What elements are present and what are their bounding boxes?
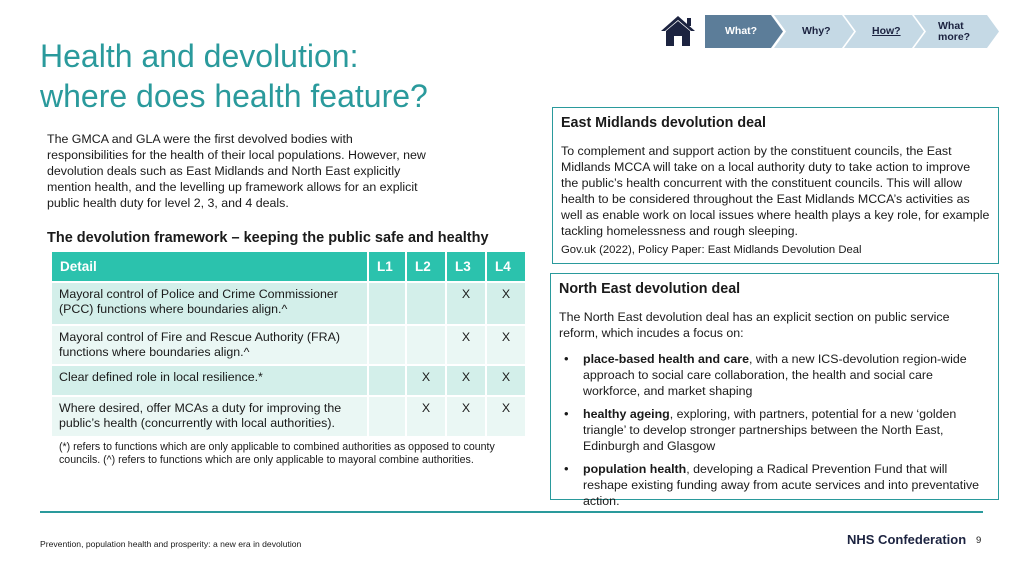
bullet-bold: place-based health and care: [583, 352, 749, 366]
north-east-body: The North East devolution deal has an explicit section on public service reform, which incudes a focus on:: [559, 310, 950, 340]
cell-l2: [406, 282, 446, 325]
nav-tab-how[interactable]: [844, 15, 924, 48]
list-item: [559, 406, 990, 454]
table-row: [52, 325, 526, 365]
page-title-line2: where does health feature?: [40, 78, 428, 114]
col-l2: L2: [406, 252, 446, 282]
cell-l4: X: [486, 282, 526, 325]
col-l1: L1: [368, 252, 406, 282]
bullet-text: , with a new ICS-devolution region-wide approach to social care collaboration, the health and social care workforce, and market shaping: [583, 352, 967, 398]
north-east-title: North East devolution deal: [559, 281, 741, 297]
table-footnote: (*) refers to functions which are only applicable to combined authorities as opposed to county councils. (^) refers to functions which are only applicable to mayoral combine authorities.: [59, 441, 495, 466]
col-l3: L3: [446, 252, 486, 282]
col-l4: L4: [486, 252, 526, 282]
cell-l1: [368, 365, 406, 396]
north-east-bullets: [559, 351, 990, 509]
bullet-text: , developing a Radical Prevention Fund that will reshape existing funding away from acute services and into preventative action.: [583, 462, 980, 508]
intro-paragraph: The GMCA and GLA were the first devolved bodies with responsibilities for the health of their local populations. However, new devolution deals such as East Midlands and North East explicitly mention health, and the levelling up framework allows for an explicit public health duty for level 2, 3, and 4 deals.: [47, 132, 426, 210]
bullet-bold: population health: [583, 462, 687, 476]
cell-detail: Clear defined role in local resilience.*: [52, 365, 368, 396]
cell-l2: X: [406, 365, 446, 396]
page-title-line1: Health and devolution:: [40, 38, 359, 74]
bullet-bold: healthy ageing: [583, 407, 670, 421]
cell-l4: X: [486, 396, 526, 436]
table-row: [52, 282, 526, 325]
east-midlands-title: East Midlands devolution deal: [561, 115, 766, 131]
page-number: 9: [976, 535, 982, 546]
cell-l2: [406, 325, 446, 365]
cell-l4: X: [486, 365, 526, 396]
home-icon: [660, 14, 696, 48]
bullet-text: , exploring, with partners, potential for a new ‘golden triangle’ to develop stronger partnerships between the North East, Edinburgh and Glasgow: [583, 407, 957, 453]
cell-l2: X: [406, 396, 446, 436]
nav-tab-what-more-label: What more?: [938, 19, 971, 43]
table-row: [52, 365, 526, 396]
cell-l1: [368, 396, 406, 436]
nav-tab-why-label: Why?: [802, 25, 831, 37]
table-row: [52, 396, 526, 436]
nav-tab-what-more[interactable]: [914, 15, 999, 48]
cell-l1: [368, 325, 406, 365]
nav-tab-what[interactable]: [705, 15, 783, 48]
cell-detail: Mayoral control of Fire and Rescue Authority (FRA) functions where boundaries align.^: [52, 325, 368, 365]
cell-l3: X: [446, 365, 486, 396]
cell-detail: Mayoral control of Police and Crime Commissioner (PCC) functions where boundaries align.^: [52, 282, 368, 325]
list-item: [559, 351, 990, 399]
home-button[interactable]: [660, 14, 696, 48]
page-title: [40, 36, 510, 116]
cell-l3: X: [446, 282, 486, 325]
list-item: [559, 461, 990, 509]
table-header-row: [52, 252, 526, 282]
east-midlands-box: [552, 107, 999, 264]
east-midlands-body: To complement and support action by the constituent councils, the East Midlands MCCA will take on a local authority duty to take action to improve the public’s health concurrent with the constituent councils. This will allow health to be considered throughout the East Midlands MCCA’s activities as well as enable work on local issues where health plays a key role, for example tackling homelessness and rough sleeping.: [561, 144, 990, 238]
nhs-confederation-logo: [815, 527, 966, 551]
north-east-box: [550, 273, 999, 508]
framework-table: [52, 252, 527, 436]
cell-l3: X: [446, 396, 486, 436]
cell-l1: [368, 282, 406, 325]
nav-tab-what-label: What?: [725, 25, 758, 37]
cell-l4: X: [486, 325, 526, 365]
footer-text: Prevention, population health and prosperity: a new era in devolution: [40, 539, 302, 549]
footer-divider: [40, 511, 983, 513]
cell-l3: X: [446, 325, 486, 365]
logo-text: NHS Confederation: [847, 531, 967, 547]
nhs-logo-icon: [815, 527, 841, 551]
east-midlands-source: Gov.uk (2022), Policy Paper: East Midlands Devolution Deal: [561, 244, 862, 256]
col-detail: Detail: [52, 252, 368, 282]
nav-tab-how-label: How?: [872, 25, 901, 37]
nav-tab-why[interactable]: [774, 15, 854, 48]
cell-detail: Where desired, offer MCAs a duty for improving the public’s health (concurrently with local authorities).: [52, 396, 368, 436]
framework-heading: The devolution framework – keeping the public safe and healthy: [47, 230, 489, 246]
